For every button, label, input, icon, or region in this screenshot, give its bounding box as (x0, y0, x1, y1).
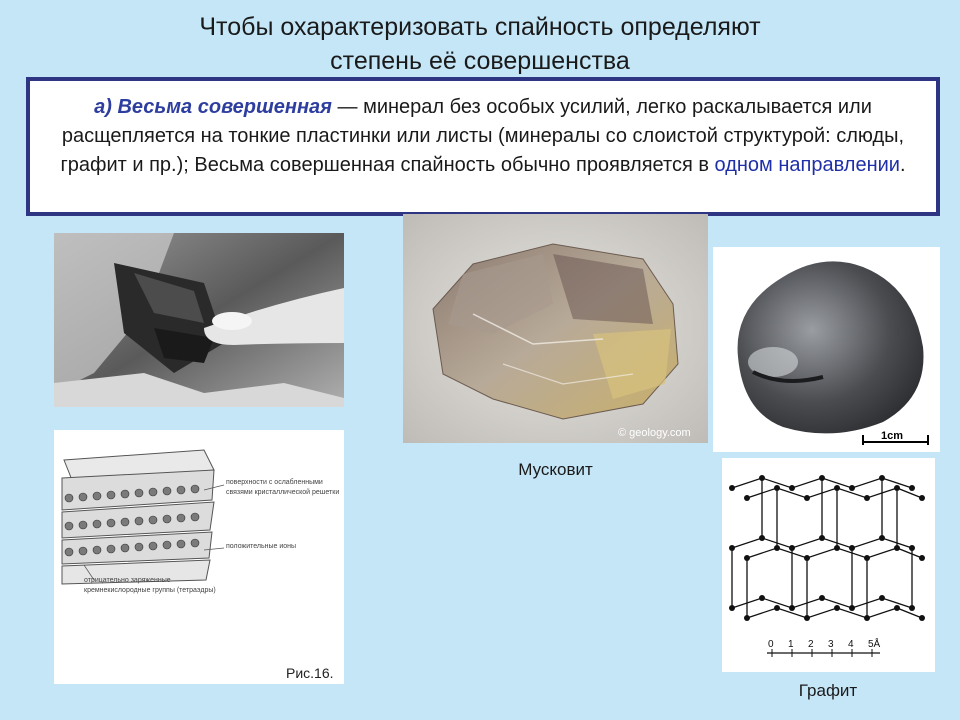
tick-3: 3 (828, 639, 834, 650)
layered-structure-diagram (54, 430, 344, 684)
definition-text (44, 93, 922, 180)
muscovite-caption: Мусковит (518, 460, 593, 479)
label-weak-bonds: поверхности с ослабленными связями кристаллической решетки (226, 479, 340, 496)
tick-2: 2 (808, 639, 814, 650)
graphite-lattice-diagram (722, 458, 935, 672)
tick-0: 0 (768, 639, 774, 650)
slide-title-line-1: Чтобы охарактеризовать спайность определяют (199, 13, 761, 41)
definition-term: а) Весьма совершенная (94, 96, 332, 118)
label-positive-ions: положительные ионы (226, 543, 297, 550)
definition-direction: одном направлении (714, 154, 900, 176)
slide-title-line-2: степень её совершенства (330, 47, 630, 75)
figure-label: Рис.16. (286, 665, 334, 681)
definition-body: — минерал без особых усилий, легко раскалывается или расщепляется на тонкие пластинки или листы (минералы со слоистой структурой: слюды, графит и пр.); Весьма совершенная спайность обычно проявляется в (60, 96, 905, 176)
tick-5: 5Å (868, 639, 881, 650)
watermark: © geology.com (618, 427, 691, 439)
graphite-photo (713, 247, 940, 452)
tick-4: 4 (848, 639, 854, 650)
muscovite-photo (403, 214, 708, 443)
definition-box (26, 77, 940, 216)
mica-splitting-photo (54, 233, 344, 407)
scale-label: 1cm (881, 430, 904, 442)
tick-1: 1 (788, 639, 794, 650)
label-negative-groups: отрицательно заряженные кремнекислородные группы (тетраэдры) (84, 577, 216, 594)
slide-title (0, 10, 960, 78)
definition-end: . (899, 154, 906, 176)
graphite-caption: Графит (798, 681, 858, 700)
